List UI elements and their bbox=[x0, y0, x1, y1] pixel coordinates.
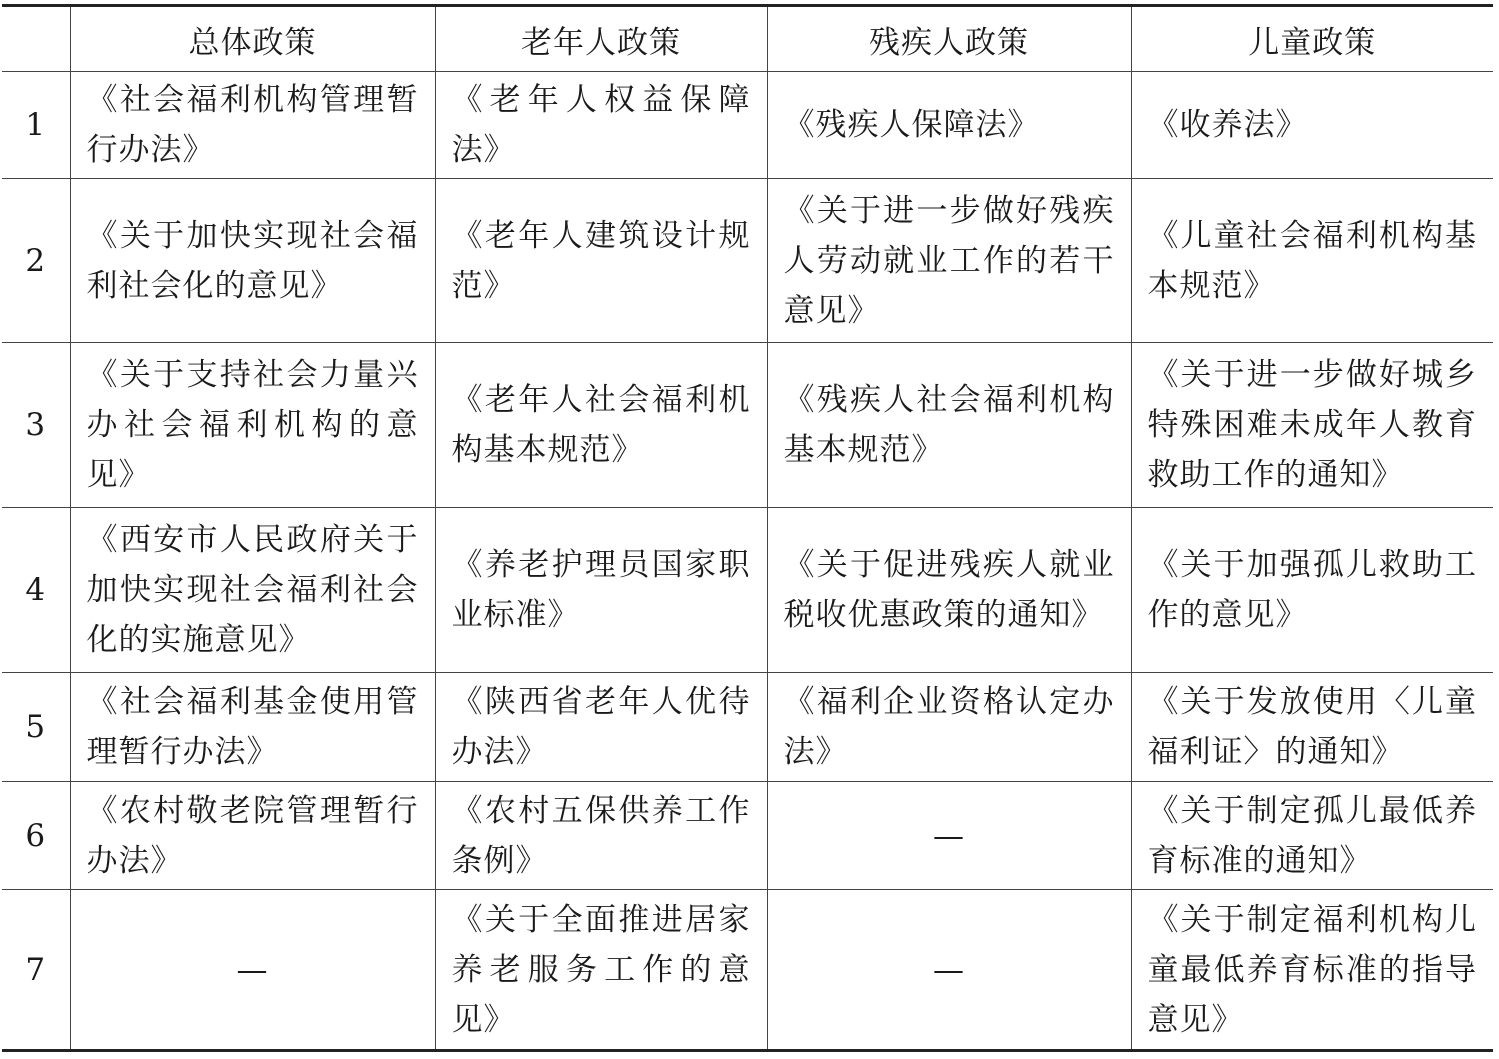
table-row bbox=[2, 179, 1493, 343]
table-row bbox=[2, 508, 1493, 673]
header-row bbox=[2, 6, 1493, 72]
children-policy-cell: 《关于发放使用〈儿童福利证〉的通知》 bbox=[1131, 673, 1493, 782]
table-row bbox=[2, 673, 1493, 782]
row-number: 3 bbox=[2, 343, 70, 508]
policy-table bbox=[2, 4, 1493, 1052]
disabled-policy-cell: 《关于进一步做好残疾人劳动就业工作的若干意见》 bbox=[767, 179, 1131, 343]
disabled-policy-cell: 《残疾人保障法》 bbox=[767, 72, 1131, 179]
row-number: 4 bbox=[2, 508, 70, 673]
general-policy-cell: 《关于加快实现社会福利社会化的意见》 bbox=[70, 179, 435, 343]
disabled-policy-cell: 《福利企业资格认定办法》 bbox=[767, 673, 1131, 782]
header-children-policy: 儿童政策 bbox=[1131, 6, 1493, 72]
elderly-policy-cell: 《养老护理员国家职业标准》 bbox=[435, 508, 767, 673]
header-disabled-policy: 残疾人政策 bbox=[767, 6, 1131, 72]
row-number: 5 bbox=[2, 673, 70, 782]
children-policy-cell: 《儿童社会福利机构基本规范》 bbox=[1131, 179, 1493, 343]
table-row bbox=[2, 782, 1493, 890]
general-policy-cell: 《社会福利机构管理暂行办法》 bbox=[70, 72, 435, 179]
children-policy-cell: 《关于制定孤儿最低养育标准的通知》 bbox=[1131, 782, 1493, 890]
general-policy-cell: 《关于支持社会力量兴办社会福利机构的意见》 bbox=[70, 343, 435, 508]
table-row bbox=[2, 890, 1493, 1051]
elderly-policy-cell: 《老年人建筑设计规范》 bbox=[435, 179, 767, 343]
row-number: 1 bbox=[2, 72, 70, 179]
table-row bbox=[2, 72, 1493, 179]
elderly-policy-cell: 《老年人权益保障法》 bbox=[435, 72, 767, 179]
elderly-policy-cell: 《关于全面推进居家养老服务工作的意见》 bbox=[435, 890, 767, 1051]
row-number: 6 bbox=[2, 782, 70, 890]
disabled-policy-cell: — bbox=[767, 890, 1131, 1051]
disabled-policy-cell: — bbox=[767, 782, 1131, 890]
general-policy-cell: 《西安市人民政府关于加快实现社会福利社会化的实施意见》 bbox=[70, 508, 435, 673]
header-number bbox=[2, 6, 70, 72]
elderly-policy-cell: 《老年人社会福利机构基本规范》 bbox=[435, 343, 767, 508]
elderly-policy-cell: 《陕西省老年人优待办法》 bbox=[435, 673, 767, 782]
children-policy-cell: 《关于制定福利机构儿童最低养育标准的指导意见》 bbox=[1131, 890, 1493, 1051]
header-elderly-policy: 老年人政策 bbox=[435, 6, 767, 72]
general-policy-cell: 《社会福利基金使用管理暂行办法》 bbox=[70, 673, 435, 782]
disabled-policy-cell: 《残疾人社会福利机构基本规范》 bbox=[767, 343, 1131, 508]
children-policy-cell: 《关于进一步做好城乡特殊困难未成年人教育救助工作的通知》 bbox=[1131, 343, 1493, 508]
header-general-policy: 总体政策 bbox=[70, 6, 435, 72]
children-policy-cell: 《收养法》 bbox=[1131, 72, 1493, 179]
row-number: 2 bbox=[2, 179, 70, 343]
row-number: 7 bbox=[2, 890, 70, 1051]
general-policy-cell: 《农村敬老院管理暂行办法》 bbox=[70, 782, 435, 890]
general-policy-cell: — bbox=[70, 890, 435, 1051]
disabled-policy-cell: 《关于促进残疾人就业税收优惠政策的通知》 bbox=[767, 508, 1131, 673]
elderly-policy-cell: 《农村五保供养工作条例》 bbox=[435, 782, 767, 890]
table-row bbox=[2, 343, 1493, 508]
children-policy-cell: 《关于加强孤儿救助工作的意见》 bbox=[1131, 508, 1493, 673]
